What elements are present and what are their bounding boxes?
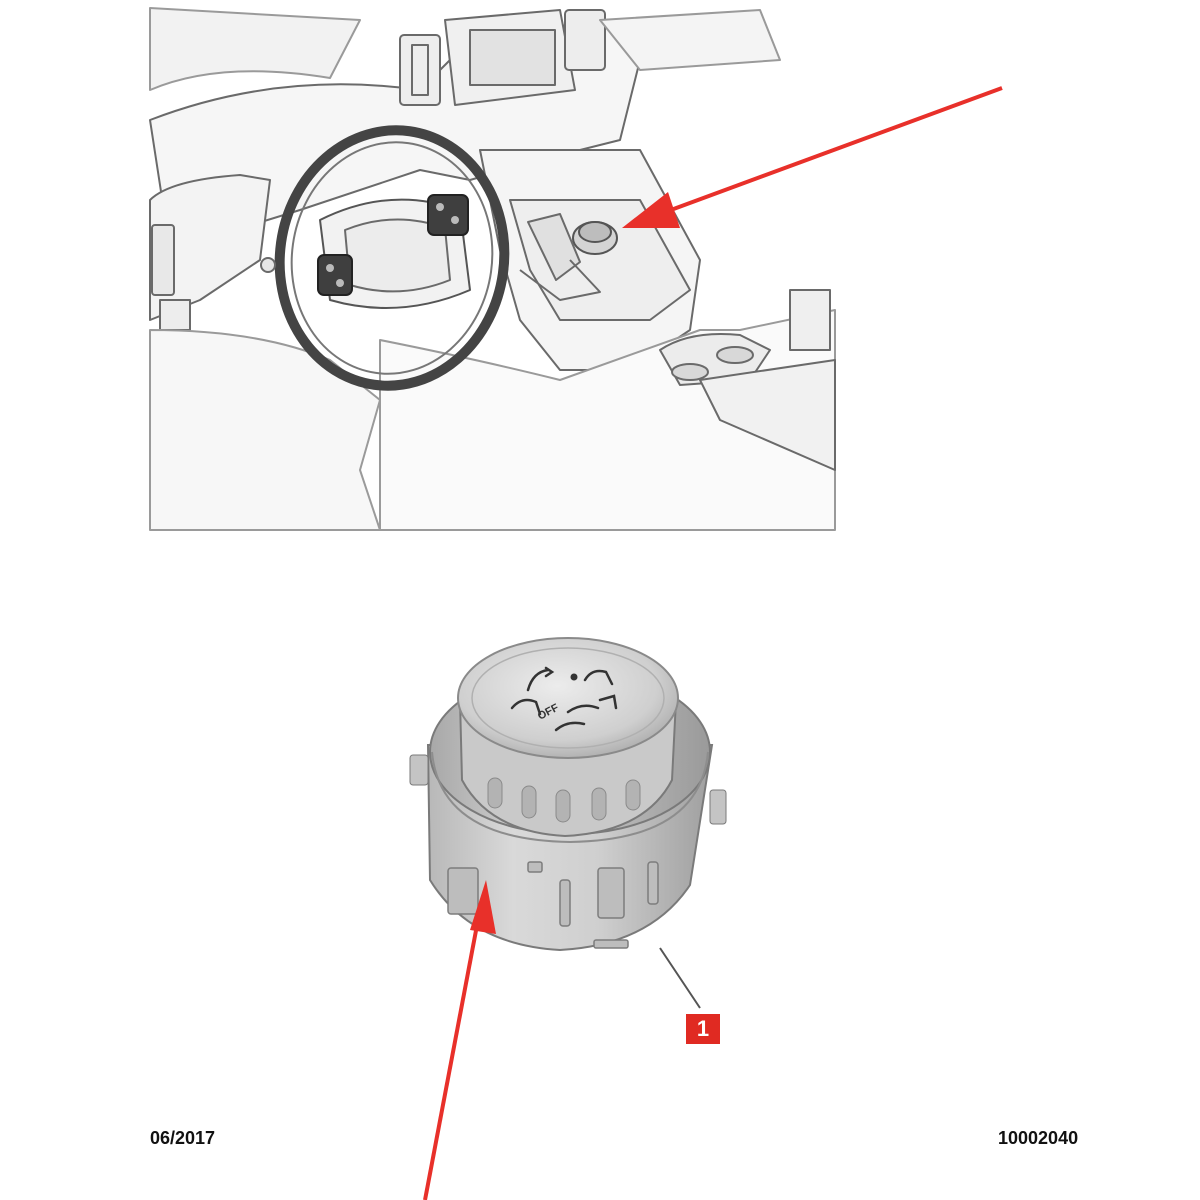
footer-date: 06/2017 — [150, 1128, 216, 1148]
pointer-arrow-top — [622, 88, 1002, 228]
dashboard-illustration — [150, 8, 835, 530]
pointer-arrow-bottom — [425, 880, 496, 1200]
mode-indicator-dot-icon — [571, 674, 578, 681]
selector-knob-detail — [410, 638, 726, 950]
footer-reference-number: 10002040 — [998, 1128, 1079, 1148]
knob-off-label: OFF — [535, 701, 561, 723]
callout-number: 1 — [696, 1016, 710, 1041]
callout-leader-line — [660, 948, 700, 1008]
